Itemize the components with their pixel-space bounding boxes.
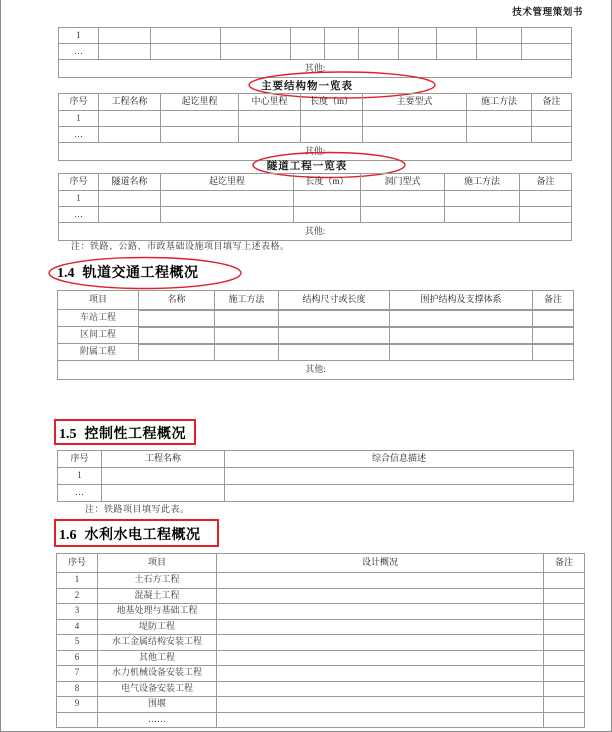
remark-cell	[544, 604, 585, 620]
row-number-cell	[57, 712, 98, 728]
tunnel-table-title: 隧道工程一览表	[266, 161, 348, 172]
table-row	[57, 573, 585, 589]
empty-cell	[221, 28, 291, 44]
row-number-cell: 7	[57, 666, 98, 682]
row-item-cell: 混凝土工程	[98, 588, 217, 604]
note-railway-projects: 注：铁路项目填写此表。	[85, 504, 190, 514]
column-header: 备注	[532, 94, 572, 111]
empty-cell	[102, 485, 225, 502]
row-item-cell: ……	[98, 712, 217, 728]
empty-cell	[291, 28, 325, 44]
section-title: 水利水电工程概况	[84, 528, 201, 543]
section-title: 轨道交通工程概况	[82, 266, 199, 281]
empty-cell	[363, 127, 467, 143]
row-number-cell: 1	[59, 28, 99, 44]
empty-cell	[294, 207, 361, 223]
column-header: 结构尺寸或长度	[279, 291, 390, 310]
section-number: 1.6	[59, 528, 77, 543]
table-row	[59, 191, 572, 207]
column-header: 备注	[533, 291, 574, 310]
empty-cell	[359, 44, 399, 60]
row-number-cell: 6	[57, 650, 98, 666]
table-row	[57, 588, 585, 604]
empty-cell	[99, 207, 161, 223]
empty-cell	[294, 191, 361, 207]
empty-cell	[445, 191, 520, 207]
row-item-cell: 水工金属结构安装工程	[98, 635, 217, 651]
design-overview-cell	[217, 619, 544, 635]
empty-cell	[215, 345, 279, 361]
column-header: 设计概况	[217, 554, 544, 573]
column-header: 中心里程	[239, 94, 301, 111]
remark-cell	[544, 712, 585, 728]
empty-cell	[161, 207, 294, 223]
row-item-cell: 水力机械设备安装工程	[98, 666, 217, 682]
empty-cell	[301, 127, 363, 143]
empty-cell	[363, 111, 467, 127]
empty-cell	[239, 111, 301, 127]
empty-cell	[161, 127, 239, 143]
continued-table	[58, 27, 572, 78]
column-header: 备注	[544, 554, 585, 573]
structures-table-title: 主要结构物一览表	[261, 81, 353, 92]
row-label-ancillary: 附属工程	[58, 344, 139, 361]
design-overview-cell	[217, 650, 544, 666]
table-row	[58, 485, 574, 502]
empty-cell	[139, 345, 215, 361]
table-row	[59, 111, 572, 127]
row-item-cell: 地基处理与基础工程	[98, 604, 217, 620]
table-header-row	[59, 174, 572, 191]
other-label-cell: 其他:	[59, 223, 572, 241]
table-header-row	[58, 451, 574, 468]
empty-cell	[437, 28, 477, 44]
column-header: 备注	[520, 174, 572, 191]
section-number: 1.4	[57, 266, 75, 281]
note-applicable-projects: 注：铁路、公路、市政基础设施项目填写上述表格。	[71, 241, 290, 251]
empty-cell	[215, 328, 279, 344]
section-heading-1-6	[59, 524, 201, 544]
row-item-cell: 堤防工程	[98, 619, 217, 635]
other-label-cell: 其他:	[59, 143, 572, 161]
section-number: 1.5	[59, 427, 77, 442]
empty-cell	[533, 311, 574, 327]
row-item-cell: 电气设备安装工程	[98, 681, 217, 697]
empty-cell	[291, 44, 325, 60]
table-footer-row	[58, 361, 574, 380]
key-works-table	[57, 450, 574, 502]
remark-cell	[544, 650, 585, 666]
table-row	[59, 28, 572, 44]
empty-cell	[102, 468, 225, 485]
empty-cell	[151, 28, 221, 44]
empty-cell	[361, 207, 445, 223]
empty-cell	[161, 111, 239, 127]
column-header: 施工方法	[215, 291, 279, 310]
design-overview-cell	[217, 681, 544, 697]
empty-cell	[239, 127, 301, 143]
empty-cell	[520, 191, 572, 207]
empty-cell	[532, 127, 572, 143]
empty-cell	[225, 485, 574, 502]
table-row	[58, 468, 574, 485]
remark-cell	[544, 573, 585, 589]
tunnel-table	[58, 173, 572, 241]
empty-cell	[99, 111, 161, 127]
row-label-station: 车站工程	[58, 310, 139, 327]
empty-cell	[467, 111, 532, 127]
empty-cell	[477, 44, 522, 60]
row-number-cell: …	[59, 127, 99, 143]
empty-cell	[467, 127, 532, 143]
row-number-cell: 5	[57, 635, 98, 651]
table-row	[59, 44, 572, 60]
row-number-cell: 8	[57, 681, 98, 697]
row-item-cell: 土石方工程	[98, 573, 217, 589]
empty-cell	[399, 44, 437, 60]
row-number-cell: 4	[57, 619, 98, 635]
column-header: 起讫里程	[161, 174, 294, 191]
remark-cell	[544, 666, 585, 682]
remark-cell	[544, 697, 585, 713]
empty-cell	[390, 328, 533, 344]
empty-cell	[325, 44, 359, 60]
empty-cell	[445, 207, 520, 223]
table-row	[57, 619, 585, 635]
column-header: 长度（m）	[301, 94, 363, 111]
column-header: 序号	[57, 554, 98, 573]
water-conservancy-table	[56, 553, 585, 728]
empty-cell	[215, 311, 279, 327]
empty-cell	[279, 311, 390, 327]
table-row	[57, 697, 585, 713]
table-header-row	[58, 291, 574, 310]
column-header: 施工方法	[467, 94, 532, 111]
empty-cell	[532, 111, 572, 127]
table-row	[57, 712, 585, 728]
row-number-cell: 9	[57, 697, 98, 713]
row-item-cell: 其他工程	[98, 650, 217, 666]
design-overview-cell	[217, 712, 544, 728]
column-header: 工程名称	[99, 94, 161, 111]
remark-cell	[544, 619, 585, 635]
section-heading-1-5	[59, 423, 186, 443]
column-header: 工程名称	[102, 451, 225, 468]
table-row	[57, 666, 585, 682]
page-header-title: 技术管理策划书	[512, 8, 583, 18]
table-row	[59, 127, 572, 143]
design-overview-cell	[217, 588, 544, 604]
column-header: 综合信息描述	[225, 451, 574, 468]
column-header: 序号	[58, 451, 102, 468]
design-overview-cell	[217, 604, 544, 620]
row-number-cell: …	[59, 207, 99, 223]
empty-cell	[522, 28, 572, 44]
empty-cell	[99, 44, 151, 60]
empty-cell	[325, 28, 359, 44]
structures-table	[58, 93, 572, 161]
column-header: 隧道名称	[99, 174, 161, 191]
empty-cell	[99, 191, 161, 207]
column-header: 围护结构及支撑体系	[390, 291, 533, 310]
empty-cell	[477, 28, 522, 44]
empty-cell	[522, 44, 572, 60]
empty-cell	[99, 28, 151, 44]
empty-cell	[139, 311, 215, 327]
row-item-cell: 围堰	[98, 697, 217, 713]
design-overview-cell	[217, 697, 544, 713]
empty-cell	[390, 345, 533, 361]
design-overview-cell	[217, 573, 544, 589]
table-header-row	[59, 94, 572, 111]
empty-cell	[359, 28, 399, 44]
empty-cell	[437, 44, 477, 60]
section-heading-1-4	[57, 262, 199, 282]
table-row	[59, 207, 572, 223]
table-row	[57, 635, 585, 651]
design-overview-cell	[217, 666, 544, 682]
row-number-cell: 1	[58, 468, 102, 485]
column-header: 项目	[98, 554, 217, 573]
row-number-cell: 3	[57, 604, 98, 620]
column-header: 洞门型式	[361, 174, 445, 191]
column-header: 起讫里程	[161, 94, 239, 111]
column-header: 项目	[58, 291, 139, 310]
table-row	[57, 604, 585, 620]
column-header: 施工方法	[445, 174, 520, 191]
row-number-cell: 1	[59, 191, 99, 207]
empty-cell	[399, 28, 437, 44]
empty-cell	[161, 191, 294, 207]
empty-cell	[99, 127, 161, 143]
row-number-cell: 1	[57, 573, 98, 589]
table-row	[57, 681, 585, 697]
column-header: 长度（m）	[294, 174, 361, 191]
empty-cell	[533, 328, 574, 344]
rail-transit-table	[57, 290, 574, 380]
empty-cell	[361, 191, 445, 207]
empty-cell	[225, 468, 574, 485]
empty-cell	[301, 111, 363, 127]
empty-cell	[151, 44, 221, 60]
table-footer-row	[59, 60, 572, 78]
column-header: 序号	[59, 94, 99, 111]
row-number-cell: 1	[59, 111, 99, 127]
column-header: 序号	[59, 174, 99, 191]
design-overview-cell	[217, 635, 544, 651]
row-number-cell: …	[58, 485, 102, 502]
remark-cell	[544, 635, 585, 651]
empty-cell	[390, 311, 533, 327]
row-number-cell: …	[59, 44, 99, 60]
table-row	[57, 650, 585, 666]
empty-cell	[221, 44, 291, 60]
empty-cell	[279, 345, 390, 361]
empty-cell	[533, 345, 574, 361]
remark-cell	[544, 681, 585, 697]
table-header-row	[57, 554, 585, 573]
row-label-interval: 区间工程	[58, 327, 139, 344]
remark-cell	[544, 588, 585, 604]
other-label-cell: 其他:	[59, 60, 572, 78]
table-footer-row	[59, 223, 572, 241]
empty-cell	[520, 207, 572, 223]
section-title: 控制性工程概况	[84, 427, 186, 442]
empty-cell	[139, 328, 215, 344]
row-number-cell: 2	[57, 588, 98, 604]
column-header: 名称	[139, 291, 215, 310]
column-header: 主要型式	[363, 94, 467, 111]
other-label-cell: 其他:	[58, 361, 574, 380]
empty-cell	[279, 328, 390, 344]
